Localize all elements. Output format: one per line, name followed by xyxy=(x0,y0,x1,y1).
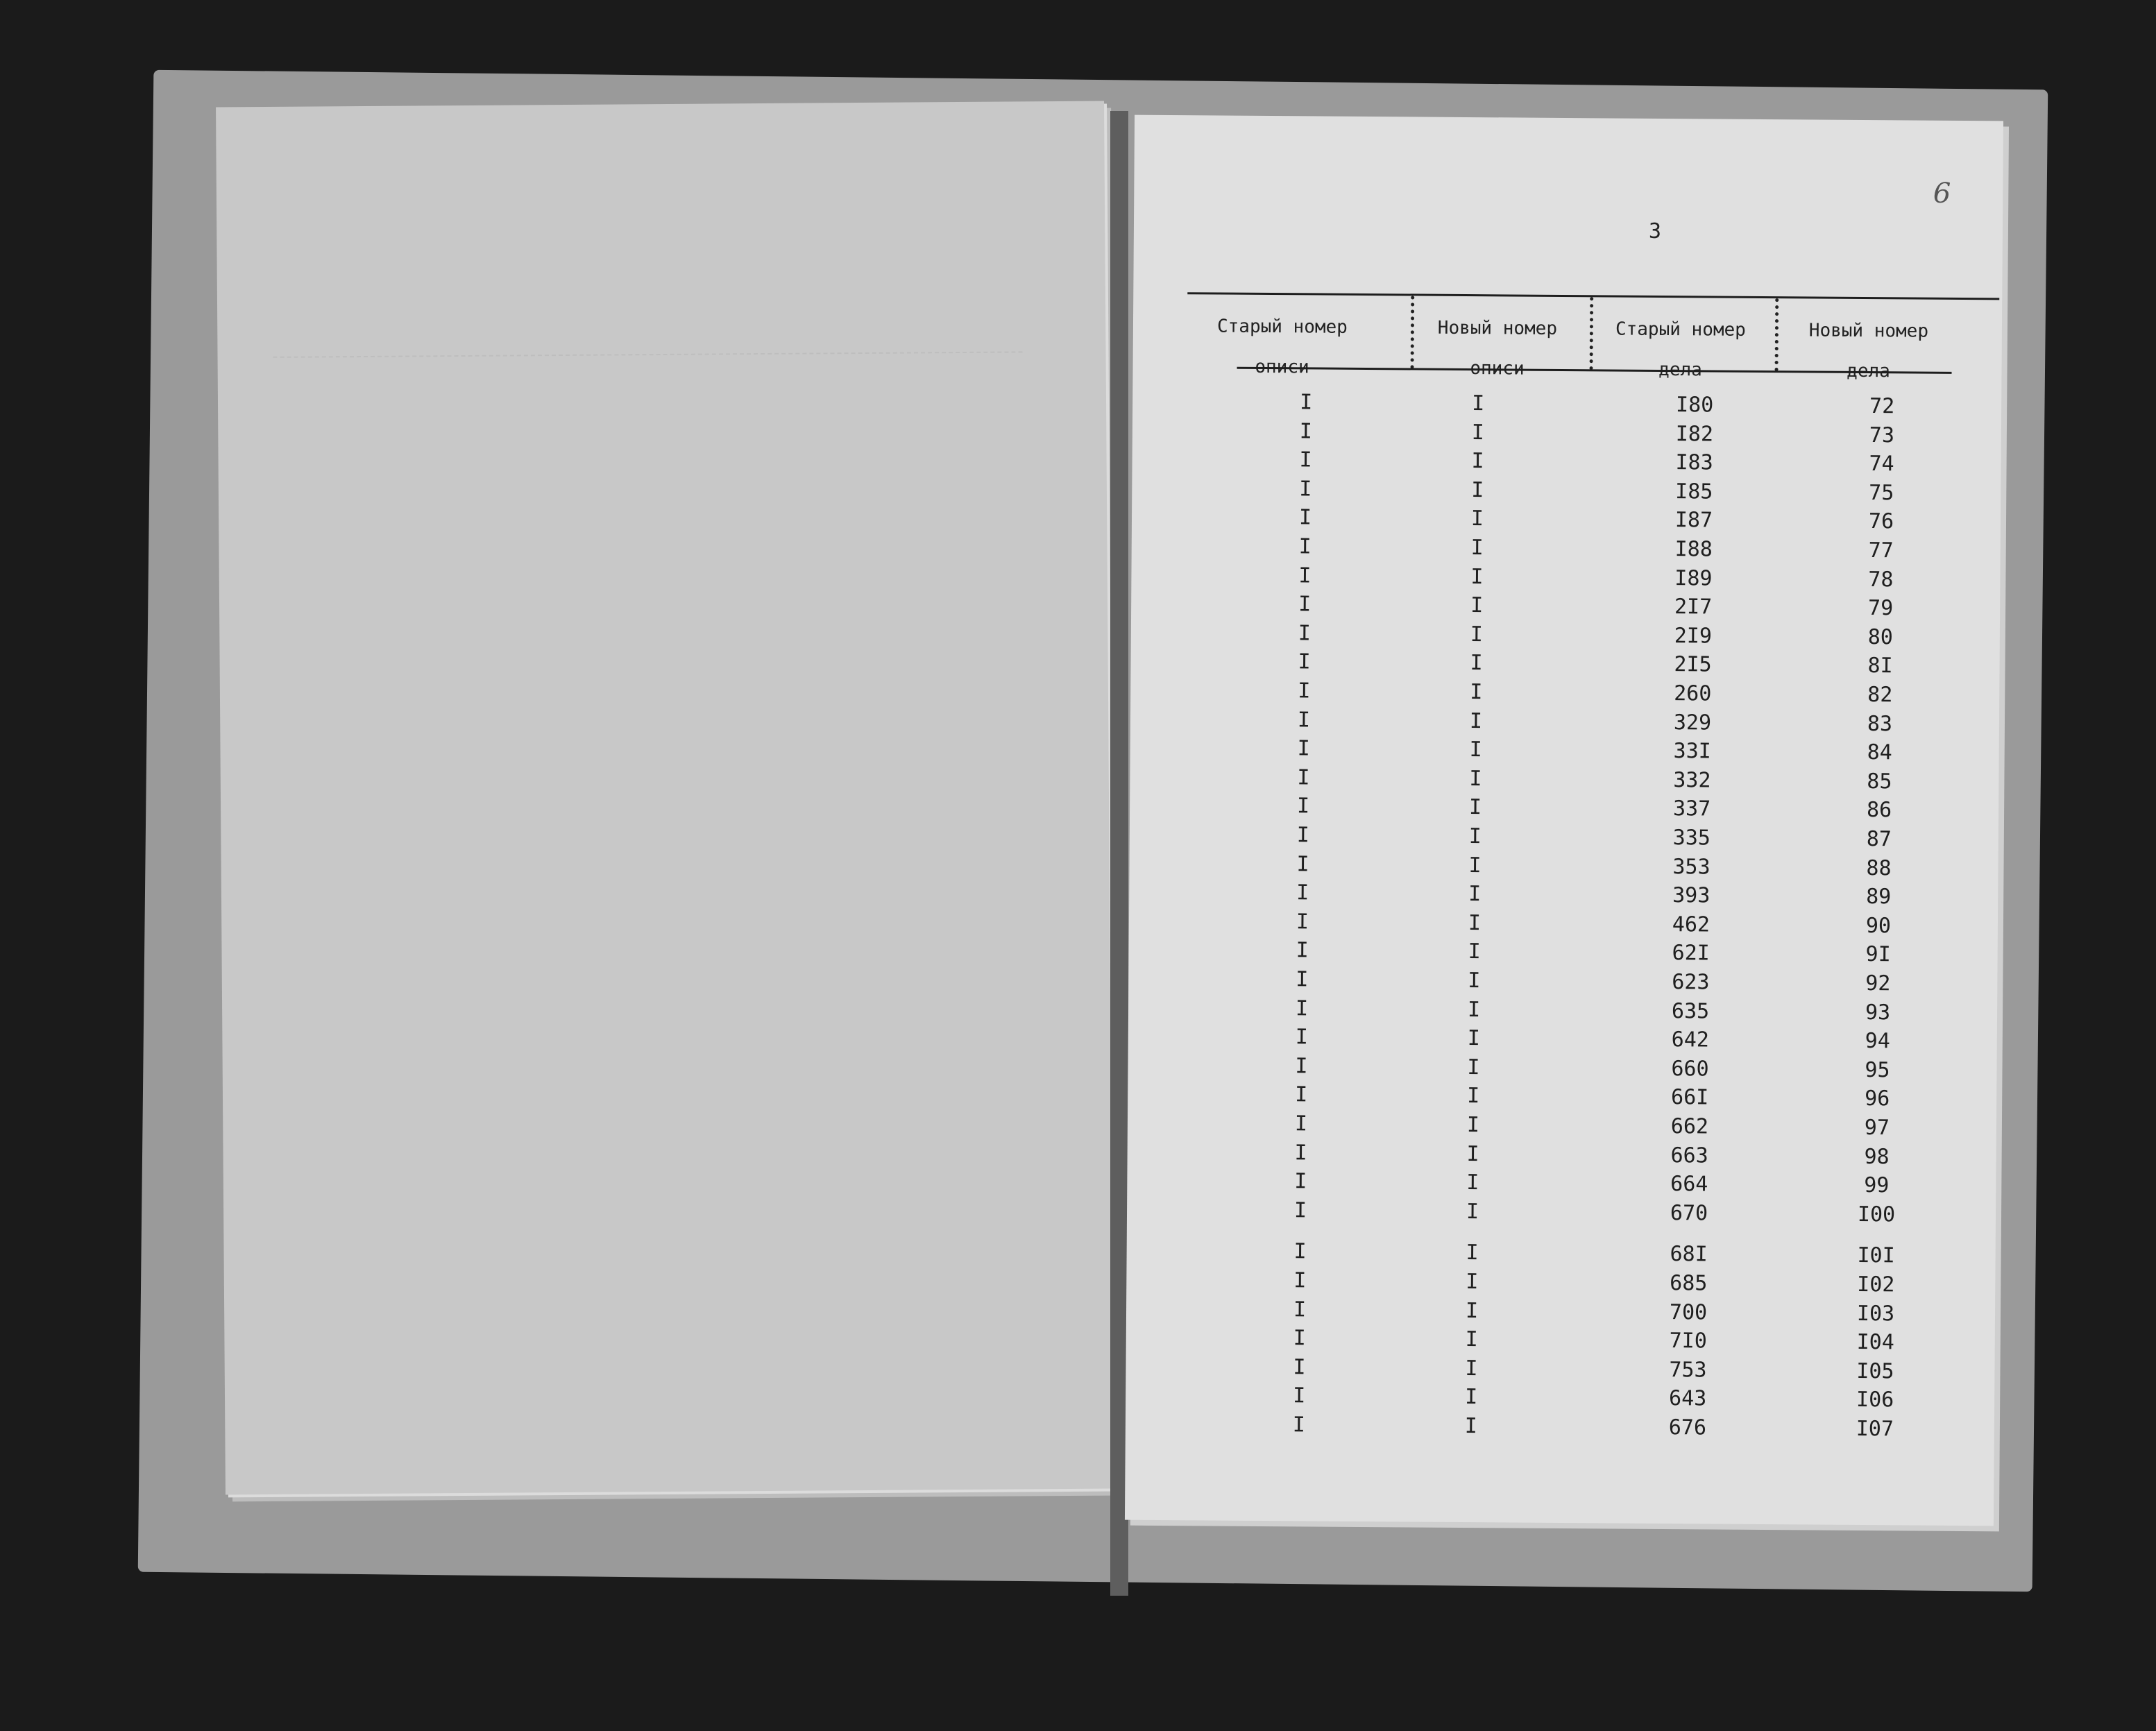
old-case-cell: 700 xyxy=(1669,1299,1708,1325)
new-inventory-cell: I xyxy=(1469,737,1482,762)
new-case-cell: 88 xyxy=(1866,855,1892,880)
new-case-cell: 83 xyxy=(1867,711,1893,736)
old-inventory-cell: I xyxy=(1293,1198,1307,1223)
new-inventory-cell: I xyxy=(1468,795,1482,820)
old-inventory-cell: I xyxy=(1294,1140,1307,1166)
old-inventory-cell: I xyxy=(1296,823,1309,848)
new-case-cell: 87 xyxy=(1866,827,1892,852)
new-case-cell: 82 xyxy=(1867,683,1893,708)
new-inventory-cell: I xyxy=(1466,1199,1479,1224)
new-case-cell: I04 xyxy=(1856,1330,1894,1355)
old-case-cell: 462 xyxy=(1672,912,1711,937)
old-inventory-cell: I xyxy=(1292,1413,1306,1438)
old-inventory-cell: I xyxy=(1297,736,1310,761)
old-case-cell: 2I9 xyxy=(1674,623,1713,649)
old-case-cell: 62I xyxy=(1672,941,1710,966)
old-inventory-cell: I xyxy=(1298,505,1312,530)
old-inventory-cell: I xyxy=(1298,679,1311,704)
new-case-cell: I06 xyxy=(1856,1388,1894,1413)
old-case-cell: 2I5 xyxy=(1674,652,1712,677)
old-inventory-cell: I xyxy=(1295,996,1309,1021)
right-page xyxy=(1125,115,2003,1526)
new-inventory-cell: I xyxy=(1470,593,1484,618)
new-case-cell: I07 xyxy=(1856,1416,1894,1442)
old-inventory-cell: I xyxy=(1295,1025,1308,1050)
new-inventory-cell: I xyxy=(1465,1298,1479,1323)
new-case-cell: 9I xyxy=(1865,942,1891,967)
old-inventory-cell: I xyxy=(1298,592,1312,617)
new-inventory-cell: I xyxy=(1469,708,1483,733)
new-case-cell: 8I xyxy=(1867,654,1893,679)
old-inventory-cell: I xyxy=(1298,621,1312,646)
old-inventory-cell: I xyxy=(1295,1054,1308,1079)
old-inventory-cell: I xyxy=(1293,1355,1306,1380)
table-row xyxy=(1127,1197,1996,1232)
new-case-cell: 95 xyxy=(1865,1057,1890,1083)
old-inventory-cell: I xyxy=(1298,534,1312,559)
new-case-cell: I05 xyxy=(1856,1358,1894,1384)
old-inventory-cell: I xyxy=(1296,794,1310,819)
old-inventory-cell: I xyxy=(1293,1383,1306,1408)
old-inventory-cell: I xyxy=(1296,938,1309,963)
old-case-cell: 33I xyxy=(1673,739,1711,764)
old-case-cell: 676 xyxy=(1668,1415,1707,1440)
new-inventory-cell: I xyxy=(1469,766,1482,791)
new-inventory-cell: I xyxy=(1468,824,1482,849)
old-inventory-cell: I xyxy=(1293,1297,1307,1322)
old-inventory-cell: I xyxy=(1293,1239,1307,1264)
old-case-cell: I87 xyxy=(1674,508,1713,533)
new-inventory-cell: I xyxy=(1467,1055,1480,1080)
old-case-cell: 393 xyxy=(1672,883,1711,908)
new-inventory-cell: I xyxy=(1472,391,1485,416)
old-case-cell: 662 xyxy=(1670,1114,1709,1139)
old-inventory-cell: I xyxy=(1298,649,1311,674)
new-case-cell: 90 xyxy=(1865,913,1892,939)
new-case-cell: 89 xyxy=(1866,885,1892,910)
old-inventory-cell: I xyxy=(1297,765,1310,790)
old-case-cell: 623 xyxy=(1672,970,1710,995)
old-case-cell: I83 xyxy=(1675,450,1713,475)
new-case-cell: 96 xyxy=(1865,1086,1890,1111)
table-top-rule xyxy=(1187,292,1999,300)
old-case-cell: 353 xyxy=(1672,854,1711,880)
old-case-cell: 635 xyxy=(1671,998,1710,1024)
old-inventory-cell: I xyxy=(1300,390,1313,415)
new-inventory-cell: I xyxy=(1467,1026,1480,1051)
old-inventory-cell: I xyxy=(1293,1268,1307,1293)
new-inventory-cell: I xyxy=(1465,1327,1478,1352)
old-case-cell: 335 xyxy=(1672,826,1711,851)
new-inventory-cell: I xyxy=(1466,1141,1479,1166)
new-case-cell: 74 xyxy=(1869,452,1894,477)
new-case-cell: 75 xyxy=(1869,480,1894,506)
new-inventory-cell: I xyxy=(1468,969,1481,994)
new-inventory-cell: I xyxy=(1466,1113,1480,1138)
new-case-cell: I00 xyxy=(1857,1202,1896,1227)
old-inventory-cell: I xyxy=(1293,1326,1306,1351)
new-case-cell: 80 xyxy=(1867,624,1894,650)
old-inventory-cell: I xyxy=(1296,910,1309,935)
new-inventory-cell: I xyxy=(1468,939,1481,964)
old-inventory-cell: I xyxy=(1296,880,1309,905)
new-inventory-cell: I xyxy=(1467,1084,1480,1109)
new-case-cell: 73 xyxy=(1869,423,1895,447)
column-separator xyxy=(1775,298,1779,371)
new-case-cell: 79 xyxy=(1867,596,1894,621)
new-inventory-cell: I xyxy=(1470,506,1484,531)
old-case-cell: 660 xyxy=(1671,1056,1709,1082)
new-case-cell: 92 xyxy=(1865,971,1891,996)
new-inventory-cell: I xyxy=(1470,536,1484,561)
old-case-cell: 332 xyxy=(1673,767,1711,793)
header-new-inventory: Новый номер описи xyxy=(1437,317,1558,380)
header-old-inventory: Старый номер описи xyxy=(1216,316,1348,378)
new-case-cell: I03 xyxy=(1856,1301,1895,1326)
bleed-through-header xyxy=(273,254,1023,358)
old-inventory-cell: I xyxy=(1294,1169,1307,1194)
new-inventory-cell: I xyxy=(1466,1170,1479,1195)
new-inventory-cell: I xyxy=(1464,1414,1478,1439)
old-case-cell: 260 xyxy=(1674,681,1712,706)
new-inventory-cell: I xyxy=(1465,1385,1478,1410)
new-case-cell: I02 xyxy=(1857,1272,1895,1297)
new-case-cell: 97 xyxy=(1864,1116,1890,1141)
old-inventory-cell: I xyxy=(1299,447,1312,472)
new-case-cell: 76 xyxy=(1868,509,1894,534)
new-case-cell: 84 xyxy=(1867,740,1892,765)
new-case-cell: 78 xyxy=(1868,567,1894,592)
old-case-cell: 642 xyxy=(1671,1027,1710,1052)
column-separator xyxy=(1590,297,1594,370)
old-case-cell: 685 xyxy=(1670,1271,1708,1296)
old-case-cell: 643 xyxy=(1668,1386,1707,1411)
old-case-cell: I89 xyxy=(1674,565,1713,591)
old-inventory-cell: I xyxy=(1296,851,1309,877)
old-case-cell: 7I0 xyxy=(1669,1329,1707,1354)
old-case-cell: I88 xyxy=(1674,537,1713,562)
old-case-cell: 2I7 xyxy=(1674,595,1713,620)
old-case-cell: 329 xyxy=(1673,710,1712,735)
old-inventory-cell: I xyxy=(1299,477,1312,502)
new-inventory-cell: I xyxy=(1470,622,1484,647)
new-case-cell: 98 xyxy=(1864,1144,1890,1169)
new-case-cell: 94 xyxy=(1865,1029,1890,1054)
folio-number: 6 xyxy=(1933,177,1951,210)
old-case-cell: 66I xyxy=(1670,1085,1709,1110)
new-case-cell: 93 xyxy=(1865,1000,1891,1025)
old-inventory-cell: I xyxy=(1296,967,1309,992)
header-old-case: Старый номер дела xyxy=(1615,318,1746,381)
new-case-cell: I0I xyxy=(1857,1243,1895,1268)
old-case-cell: 68I xyxy=(1670,1242,1708,1267)
new-inventory-cell: I xyxy=(1471,449,1484,474)
new-inventory-cell: I xyxy=(1467,997,1481,1022)
new-case-cell: 77 xyxy=(1868,538,1894,563)
new-inventory-cell: I xyxy=(1468,882,1482,907)
new-inventory-cell: I xyxy=(1466,1240,1479,1265)
new-case-cell: 72 xyxy=(1869,394,1895,419)
left-page-blank xyxy=(216,101,1114,1495)
new-case-cell: 86 xyxy=(1866,798,1892,823)
new-case-cell: 85 xyxy=(1867,769,1892,794)
old-inventory-cell: I xyxy=(1298,563,1312,588)
old-case-cell: 753 xyxy=(1669,1357,1707,1383)
page-number: 3 xyxy=(1648,219,1662,244)
new-inventory-cell: I xyxy=(1471,420,1485,445)
column-separator xyxy=(1411,296,1415,368)
old-inventory-cell: I xyxy=(1297,707,1311,733)
new-inventory-cell: I xyxy=(1468,910,1482,935)
new-inventory-cell: I xyxy=(1470,564,1484,589)
new-inventory-cell: I xyxy=(1466,1270,1479,1295)
old-inventory-cell: I xyxy=(1294,1111,1308,1136)
old-case-cell: I85 xyxy=(1675,479,1713,504)
old-case-cell: 670 xyxy=(1670,1200,1708,1226)
new-case-cell: 99 xyxy=(1864,1173,1890,1198)
old-inventory-cell: I xyxy=(1295,1082,1308,1107)
old-case-cell: 663 xyxy=(1670,1143,1708,1168)
old-case-cell: 337 xyxy=(1672,796,1711,821)
new-inventory-cell: I xyxy=(1471,477,1484,502)
old-case-cell: I82 xyxy=(1675,421,1714,447)
new-inventory-cell: I xyxy=(1470,680,1483,705)
new-inventory-cell: I xyxy=(1470,651,1483,676)
old-case-cell: 664 xyxy=(1670,1172,1708,1197)
header-new-case: Новый номер дела xyxy=(1808,320,1929,382)
old-inventory-cell: I xyxy=(1299,418,1313,444)
table-row xyxy=(1126,1412,1994,1447)
old-case-cell: I80 xyxy=(1675,393,1714,418)
new-inventory-cell: I xyxy=(1465,1356,1478,1381)
new-inventory-cell: I xyxy=(1468,853,1482,878)
